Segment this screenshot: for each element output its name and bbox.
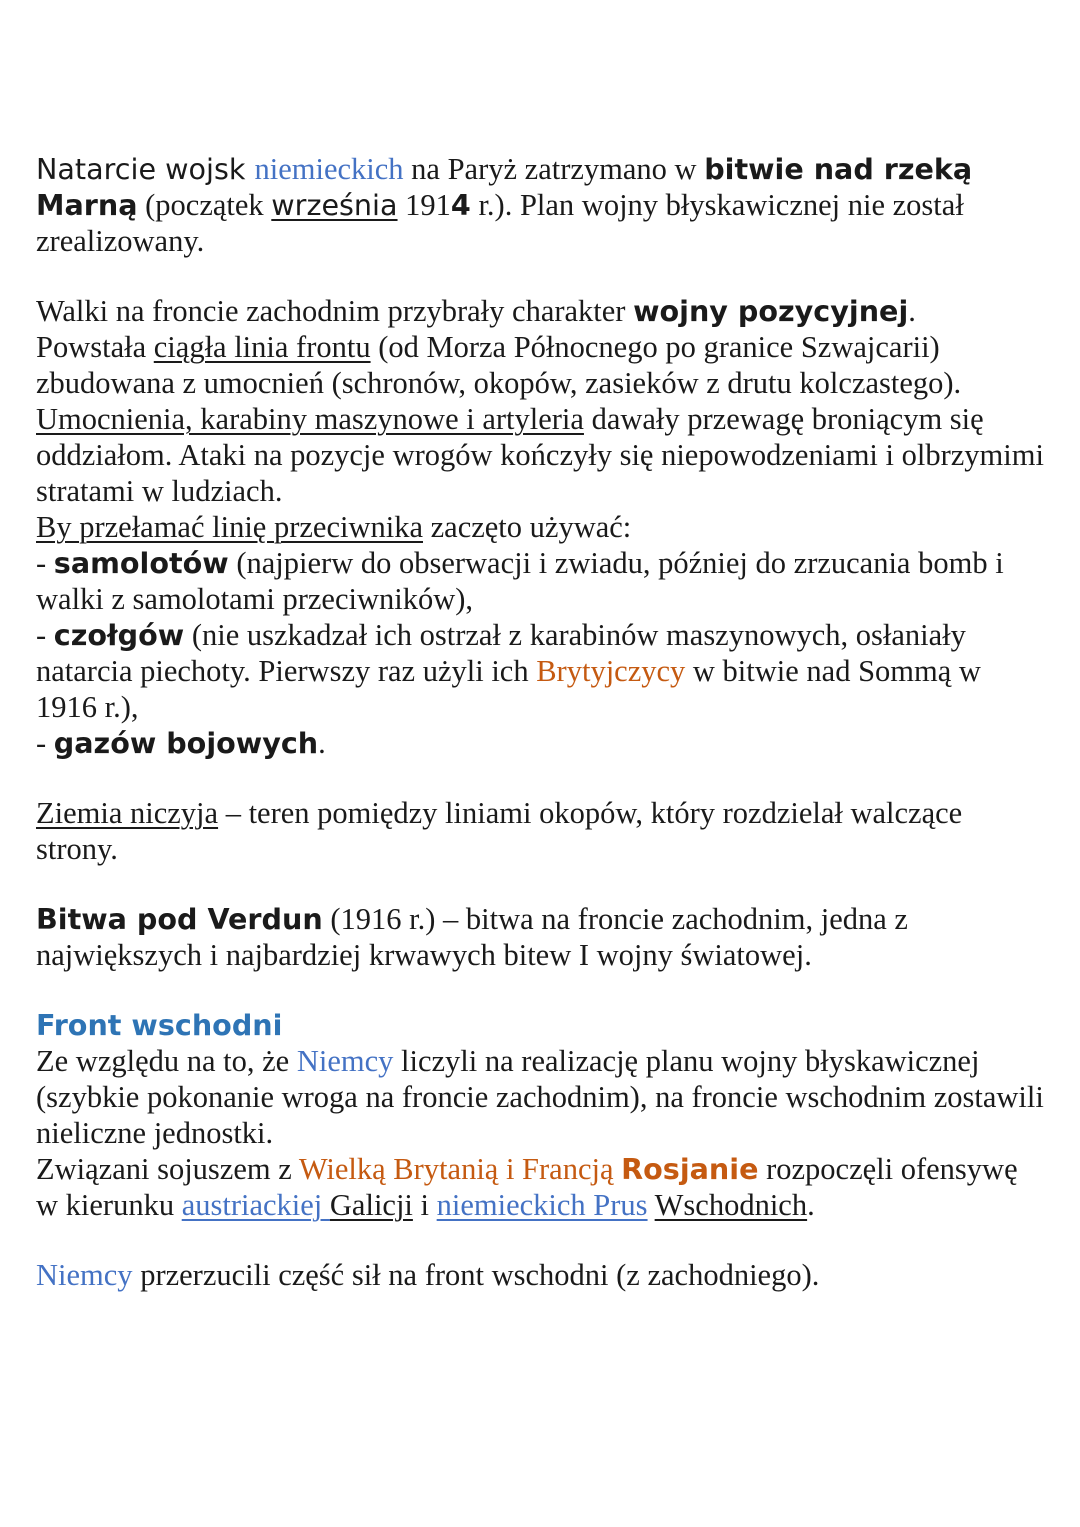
term-niemieckich: niemieckich [254, 152, 404, 186]
term-przelamac: By przełamać linię przeciwnika [36, 510, 423, 544]
paragraph-niemcy-transfer: Niemcy przerzucili część sił na front wschodni (z zachodniego). [36, 1258, 820, 1292]
list-item-gazy: - gazów bojowych. [36, 726, 326, 760]
spacer [36, 762, 1046, 796]
spacer [36, 868, 1046, 902]
term-brytyjczycy: Brytyjczycy [536, 654, 686, 688]
term-rosjanie: Rosjanie [621, 1152, 759, 1186]
term-wielka-brytania-francja: Wielką Brytanią i Francją [298, 1152, 614, 1186]
term-austriackiej: austriackiej [181, 1188, 330, 1222]
spacer [36, 974, 1046, 1008]
paragraph-positional-war: Walki na froncie zachodnim przybrały charakter wojny pozycyjnej. Powstała ciągła linia frontu (od Morza Północnego po granice Szwajcarii) zbudowana z umocnień (schronów, okopów, zasieków z drutu kolczastego). Umocnienia, karabiny maszynowe i artyleria dawały przewagę broniącym się oddziałom. Ataki na pozycje wrogów kończyły się niepowodzeniami i olbrzymimi stratami w ludziach. By przełamać linię przeciwnika zaczęto używać: [36, 294, 1044, 544]
term-ziemia-niczyja: Ziemia niczyja [36, 796, 219, 830]
term-wojna-pozycyjna: wojny pozycyjnej [633, 294, 909, 328]
term-ciagla-linia: ciągła linia frontu [153, 330, 371, 364]
list-item-samoloty: - samolotów (najpierw do obserwacji i zwiadu, później do zrzucania bomb i walki z samolotami przeciwników), [36, 546, 1004, 616]
term-niemcy-2: Niemcy [36, 1258, 133, 1292]
document-page [36, 152, 1046, 1294]
term-verdun: Bitwa pod Verdun [36, 902, 323, 936]
section-heading [36, 1008, 1046, 1044]
paragraph-ziemia-niczyja: Ziemia niczyja – teren pomiędzy liniami okopów, który rozdzielał walczące strony. [36, 796, 963, 866]
paragraph-marne: Natarcie wojsk niemieckich na Paryż zatrzymano w bitwie nad rzeką Marną (początek września 1914 r.). Plan wojny błyskawicznej nie został zrealizowany. [36, 152, 973, 258]
heading-front-wschodni: Front wschodni [36, 1008, 283, 1042]
term-wschodnich: Wschodnich [654, 1188, 808, 1222]
spacer [36, 1224, 1046, 1258]
spacer [36, 260, 1046, 294]
list-item-czolgi: - czołgów (nie uszkadzał ich ostrzał z karabinów maszynowych, osłaniały natarcia piechoty. Pierwszy raz użyli ich Brytyjczycy w bitwie nad Sommą w 1916 r.), [36, 618, 981, 724]
term-niemieckich-prus: niemieckich Prus [436, 1188, 648, 1222]
paragraph-eastern-front: Ze względu na to, że Niemcy liczyli na realizację planu wojny błyskawicznej (szybkie pokonanie wroga na froncie zachodnim), na froncie wschodnim zostawili nieliczne jednostki. Związani sojuszem z Wielką Brytanią i Francją Rosjanie rozpoczęli ofensywę w kierunku austriackiej Galicji i niemieckich Prus Wschodnich. [36, 1044, 1044, 1222]
term-wrzesnia: września [271, 188, 398, 222]
term-umocnienia: Umocnienia, karabiny maszynowe i artyleria [36, 402, 584, 436]
term-niemcy: Niemcy [296, 1044, 394, 1078]
term-marne-battle: bitwie nad rzeką Marną [36, 152, 973, 222]
term-galicji: Galicji [329, 1188, 413, 1222]
paragraph-verdun: Bitwa pod Verdun (1916 r.) – bitwa na froncie zachodnim, jedna z największych i najbardziej krwawych bitew I wojny światowej. [36, 902, 908, 972]
